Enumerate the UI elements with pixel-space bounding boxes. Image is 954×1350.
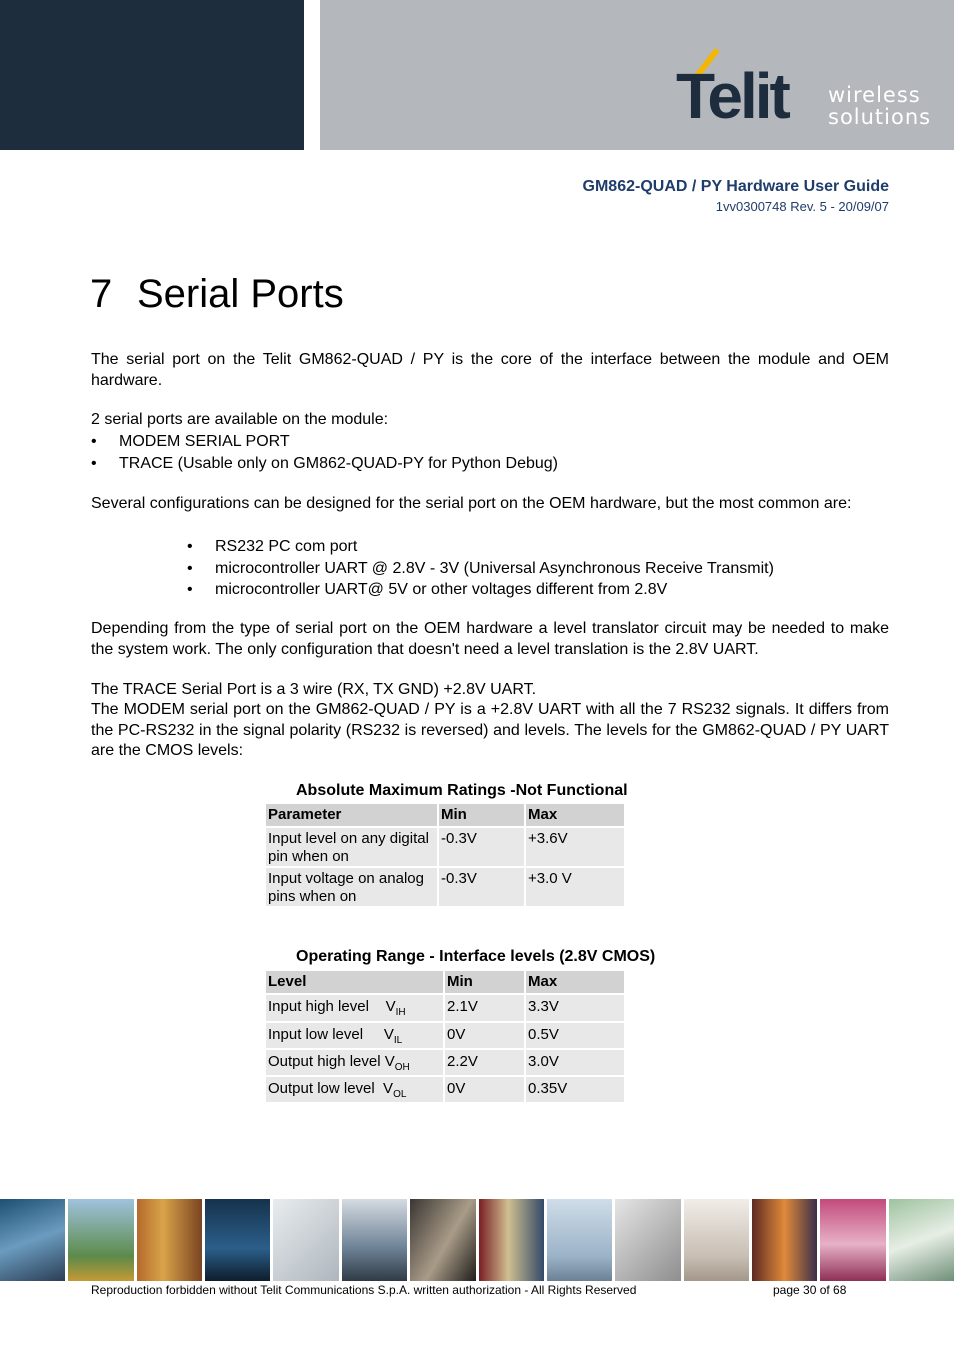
- table-cell: 3.3V: [525, 994, 625, 1022]
- footer-photo: [410, 1199, 475, 1281]
- table-cell: +3.6V: [525, 827, 625, 867]
- document-revision: 1vv0300748 Rev. 5 - 20/09/07: [715, 199, 889, 214]
- table-cell: -0.3V: [438, 827, 525, 867]
- table-cell: Input voltage on analog pins when on: [265, 867, 438, 907]
- footer-photo: [342, 1199, 407, 1281]
- footer-photo: [820, 1199, 885, 1281]
- level-subscript: OH: [394, 1062, 410, 1073]
- table-header-cell: Min: [438, 803, 525, 827]
- footer-photo: [752, 1199, 817, 1281]
- footer-photo: [684, 1199, 749, 1281]
- table-cell: [265, 1022, 444, 1049]
- footer-photo: [205, 1199, 270, 1281]
- configs-lead: Several configurations can be designed for the serial port on the OEM hardware, but the most common are:: [91, 495, 852, 512]
- table-cell: [265, 1076, 444, 1103]
- list-item: • TRACE (Usable only on GM862-QUAD-PY for Python Debug): [91, 453, 558, 475]
- table-cell: 0V: [444, 1076, 525, 1103]
- list-item: • microcontroller UART @ 2.8V - 3V (Universal Asynchronous Receive Transmit): [187, 558, 774, 580]
- level-subscript: IL: [393, 1035, 403, 1046]
- level-label: Output high level V: [268, 1053, 395, 1070]
- table-cell: Input level on any digital pin when on: [265, 827, 438, 867]
- list-item: • RS232 PC com port: [187, 536, 774, 558]
- configs-list: [187, 536, 774, 601]
- logo-tagline: [828, 84, 931, 128]
- logo-wordmark: Telit: [676, 60, 788, 132]
- table-header-row: [265, 803, 625, 827]
- table-row: [265, 994, 625, 1022]
- footer-photo: [479, 1199, 544, 1281]
- table-cell: 2.1V: [444, 994, 525, 1022]
- section-number: 7: [90, 272, 113, 316]
- table-header-cell: Max: [525, 803, 625, 827]
- modem-note: The MODEM serial port on the GM862-QUAD / PY is a +2.8V UART with all the 7 RS232 signals. It differs from the PC-RS232 in the signal polarity (RS232 is reversed) and levels. The levels for the GM862-QUAD / PY UART are the CMOS levels:: [91, 701, 889, 759]
- section-title: Serial Ports: [137, 272, 344, 316]
- table-header-cell: Parameter: [265, 803, 438, 827]
- footer-photo: [889, 1199, 954, 1281]
- page-number: page 30 of 68: [773, 1283, 847, 1297]
- table-cell: 3.0V: [525, 1049, 625, 1076]
- level-subscript: IH: [395, 1007, 406, 1018]
- table-header-cell: Min: [444, 970, 525, 994]
- level-subscript: OL: [393, 1089, 407, 1100]
- table-cell: +3.0 V: [525, 867, 625, 907]
- footer-photo: [0, 1199, 65, 1281]
- footer-photo-strip: [0, 1199, 954, 1281]
- table-row: [265, 867, 625, 907]
- absolute-max-ratings-table: [264, 802, 626, 908]
- ports-list: [91, 431, 558, 474]
- telit-logo: [676, 46, 936, 136]
- level-label: Output low level V: [268, 1080, 394, 1097]
- header-banner-dark: [0, 0, 304, 150]
- intro-paragraph: The serial port on the Telit GM862-QUAD / PY is the core of the interface between the module and OEM hardware.: [91, 351, 889, 389]
- table-cell: 0.5V: [525, 1022, 625, 1049]
- table-row: [265, 1049, 625, 1076]
- footer-photo: [615, 1199, 680, 1281]
- table-row: [265, 1076, 625, 1103]
- table-cell: 0.35V: [525, 1076, 625, 1103]
- table-header-cell: Max: [525, 970, 625, 994]
- table-cell: 2.2V: [444, 1049, 525, 1076]
- table-cell: [265, 1049, 444, 1076]
- table2-caption: Operating Range - Interface levels (2.8V CMOS): [296, 948, 656, 965]
- table-row: [265, 827, 625, 867]
- footer-photo: [273, 1199, 338, 1281]
- level-label: Input low level V: [268, 1026, 394, 1043]
- footer-photo: [547, 1199, 612, 1281]
- table-cell: -0.3V: [438, 867, 525, 907]
- trace-note: The TRACE Serial Port is a 3 wire (RX, TX GND) +2.8V UART.: [91, 681, 537, 698]
- table-cell: 0V: [444, 1022, 525, 1049]
- table-cell: [265, 994, 444, 1022]
- level-label: Input high level V: [268, 998, 396, 1015]
- logo-tagline-line2: solutions: [828, 105, 932, 129]
- footer-photo: [68, 1199, 133, 1281]
- footer-photo: [137, 1199, 202, 1281]
- table-header-row: [265, 970, 625, 994]
- document-title: GM862-QUAD / PY Hardware User Guide: [582, 178, 889, 195]
- operating-range-table: [264, 969, 626, 1104]
- list-item: • microcontroller UART@ 5V or other voltages different from 2.8V: [187, 579, 774, 601]
- section-heading: [90, 272, 344, 317]
- ports-lead: 2 serial ports are available on the module:: [91, 411, 389, 428]
- list-item: • MODEM SERIAL PORT: [91, 431, 558, 453]
- footer-notice: Reproduction forbidden without Telit Communications S.p.A. written authorization - All Rights Reserved: [91, 1283, 637, 1297]
- table1-caption: Absolute Maximum Ratings -Not Functional: [296, 782, 628, 799]
- table-header-cell: Level: [265, 970, 444, 994]
- table-row: [265, 1022, 625, 1049]
- level-translator-paragraph: Depending from the type of serial port on the OEM hardware a level translator circuit may be needed to make the system work. The only configuration that doesn't need a level translation is the 2.8V UART.: [91, 620, 889, 658]
- logo-tagline-line1: wireless: [828, 83, 921, 107]
